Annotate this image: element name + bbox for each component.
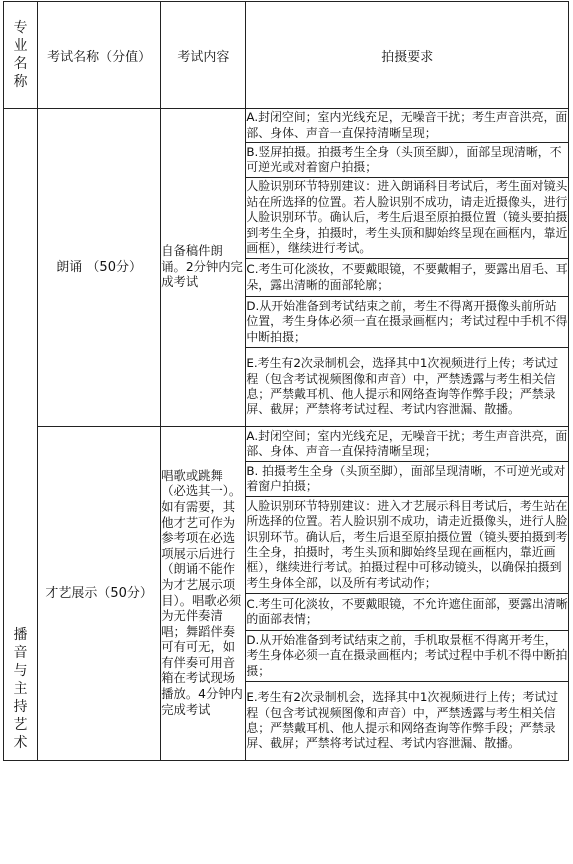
exam-content-talent: 唱歌或跳舞（必选其一）。如有需要，其他才艺可作为参考项在必选项展示后进行（朗诵不能作为才艺展示项目）。唱歌必须为无伴奏清唱；舞蹈伴奏可有可无，如有伴奏可用音箱在考试现场播放。4分钟内完成考试 xyxy=(161,427,246,761)
header-major-label xyxy=(4,19,37,91)
vertical-char: 与 xyxy=(13,663,28,679)
requirement-item: C.考生可化淡妆，不要戴眼镜，不允许遮住面部，要露出清晰的面部表情； xyxy=(246,594,569,631)
requirement-item: A.封闭空间；室内光线充足，无噪音干扰；考生声音洪亮，面部、身体、声音一直保持清晰呈现； xyxy=(246,427,569,462)
exam-name-talent: 才艺展示（50分） xyxy=(38,427,161,761)
header-requirements: 拍摄要求 xyxy=(246,2,569,109)
header-row xyxy=(4,2,569,109)
exam-content-recitation: 自备稿件朗诵。2分钟内完成考试 xyxy=(161,109,246,427)
vertical-char: 术 xyxy=(13,735,28,751)
table-row xyxy=(4,109,569,143)
exam-name-recitation: 朗诵 （50分） xyxy=(38,109,161,427)
vertical-char: 名 xyxy=(13,56,28,72)
table-row xyxy=(4,427,569,462)
requirement-item: 人脸识别环节特别建议：进入才艺展示科目考试后，考生站在所选择的位置。若人脸识别不成功，请走近摄像头，进行人脸识别环节。确认后，考生后退至原拍摄位置（镜头要拍摄到考生全身，拍摄时，考生头顶和脚始终呈现在画框内，靠近画框），继续进行考试。拍摄过程中可移动镜头，以确保拍摄到考生身体全部，以及所有考试动作； xyxy=(246,497,569,594)
major-label xyxy=(4,626,37,760)
vertical-char: 专 xyxy=(13,20,28,36)
requirement-item: E.考生有2次录制机会，选择其中1次视频进行上传；考试过程（包含考试视频图像和声音）中，严禁透露与考生相关信息；严禁戴耳机、他人提示和网络查询等作弊手段；严禁录屏、截屏；严禁将考试过程、考试内容泄漏、散播。 xyxy=(246,348,569,427)
vertical-char: 主 xyxy=(13,681,28,697)
major-cell xyxy=(4,109,38,761)
exam-requirements-table xyxy=(3,1,569,761)
vertical-char: 持 xyxy=(13,699,28,715)
requirement-item: B.竖屏拍摄。拍摄考生全身（头顶至脚），面部呈现清晰，不可逆光或对着窗户拍摄； xyxy=(246,143,569,178)
header-major xyxy=(4,2,38,109)
vertical-char: 称 xyxy=(13,74,28,90)
header-exam-name: 考试名称（分值） xyxy=(38,2,161,109)
requirement-item: D.从开始准备到考试结束之前，手机取景框不得离开考生，考生身体必须一直在摄录画框内；考试过程中手机不得中断拍摄； xyxy=(246,631,569,682)
vertical-char: 音 xyxy=(13,645,28,661)
requirement-item: B. 拍摄考生全身（头顶至脚），面部呈现清晰，不可逆光或对着窗户拍摄； xyxy=(246,462,569,497)
requirement-item: C.考生可化淡妆，不要戴眼镜，不要戴帽子，要露出眉毛、耳朵，露出清晰的面部轮廓； xyxy=(246,259,569,297)
requirement-item: E.考生有2次录制机会，选择其中1次视频进行上传；考试过程（包含考试视频图像和声音）中，严禁透露与考生相关信息；严禁戴耳机、他人提示和网络查询等作弊手段；严禁录屏、截屏；严禁将考试过程、考试内容泄漏、散播。 xyxy=(246,682,569,761)
vertical-char: 艺 xyxy=(13,717,28,733)
requirement-item: D.从开始准备到考试结束之前，考生不得离开摄像头前所站位置，考生身体必须一直在摄录画框内；考试过程中手机不得中断拍摄； xyxy=(246,297,569,348)
vertical-char: 播 xyxy=(13,627,28,643)
requirement-item: 人脸识别环节特别建议：进入朗诵科目考试后，考生面对镜头站在所选择的位置。若人脸识别不成功，请走近摄像头，进行人脸识别环节。确认后，考生后退至原拍摄位置（镜头要拍摄到考生全身，拍摄时，考生头顶和脚始终呈现在画框内，靠近画框），继续进行考试。 xyxy=(246,178,569,259)
header-content: 考试内容 xyxy=(161,2,246,109)
requirement-item: A.封闭空间；室内光线充足，无噪音干扰；考生声音洪亮，面部、身体、声音一直保持清晰呈现； xyxy=(246,109,569,143)
vertical-char: 业 xyxy=(13,38,28,54)
